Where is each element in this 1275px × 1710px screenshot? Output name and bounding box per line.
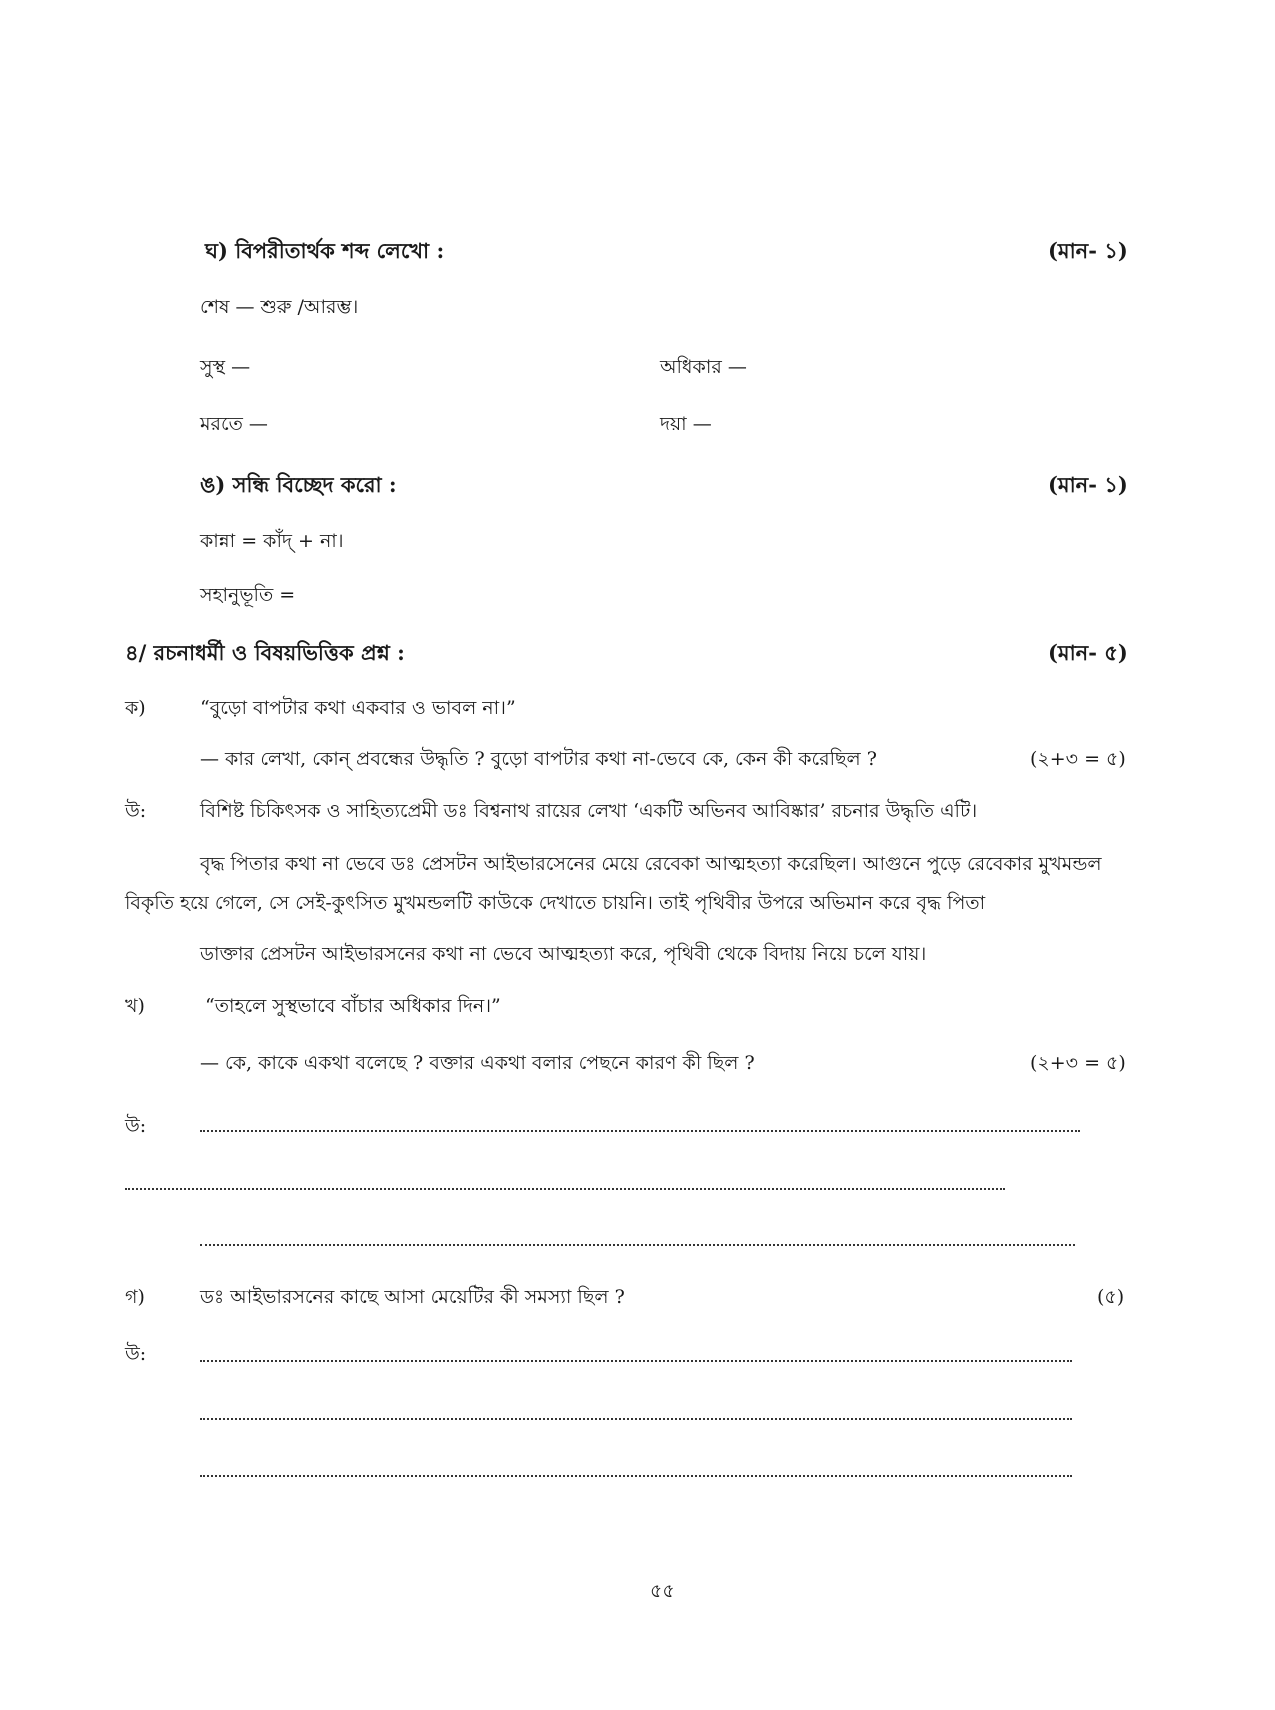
question-marks: (২+৩ = ৫) <box>1030 1052 1126 1074</box>
question-text: — কার লেখা, কোন্‌ প্রবন্ধের উদ্ধৃতি ? বুড়ো বাপটার কথা না-ভেবে কে, কেন কী করেছিল ? <box>200 748 877 770</box>
answer-label: উ: <box>125 1343 147 1365</box>
section-4-marks: (মান- ৫) <box>1048 640 1128 665</box>
antonym-example: শেষ — শুরু /আরম্ভ। <box>200 296 359 318</box>
answer-text: ডাক্তার প্রেসটন আইভারসনের কথা না ভেবে আত্মহত্যা করে, পৃথিবী থেকে বিদায় নিয়ে চলে যায়। <box>200 943 927 965</box>
section-gha-heading: ঘ) বিপরীতার্থক শব্দ লেখো : <box>205 238 445 263</box>
antonym-item: মরতে — <box>200 413 268 435</box>
question-label: খ) <box>125 995 145 1017</box>
question-quote: “বুড়ো বাপটার কথা একবার ও ভাবল না।” <box>200 697 516 719</box>
section-umo-marks: (মান- ১) <box>1048 472 1128 497</box>
answer-line[interactable] <box>200 1418 1072 1420</box>
question-text: — কে, কাকে একথা বলেছে ? বক্তার একথা বলার পেছনে কারণ কী ছিল ? <box>200 1052 755 1074</box>
section-4-heading: ৪/ রচনাধর্মী ও বিষয়ভিত্তিক প্রশ্ন : <box>125 640 405 665</box>
section-umo-heading: ঙ) সন্ধি বিচ্ছেদ করো : <box>200 472 397 497</box>
antonym-item: সুস্থ — <box>200 356 251 378</box>
page-number: ৫৫ <box>650 1580 675 1602</box>
answer-line[interactable] <box>125 1188 1005 1190</box>
question-label: গ) <box>125 1286 145 1308</box>
answer-line[interactable] <box>200 1244 1075 1246</box>
sandhi-example: কান্না = কাঁদ্‌ + না। <box>200 530 344 552</box>
question-marks: (৫) <box>1097 1286 1125 1308</box>
answer-label: উ: <box>125 1115 147 1137</box>
sandhi-item: সহানুভূতি = <box>200 584 296 606</box>
answer-line[interactable] <box>200 1475 1072 1477</box>
section-gha-marks: (মান- ১) <box>1048 238 1128 263</box>
question-label: ক) <box>125 697 146 719</box>
answer-line[interactable] <box>200 1130 1080 1132</box>
antonym-item: অধিকার — <box>660 356 747 378</box>
answer-line[interactable] <box>200 1360 1072 1362</box>
answer-text: বিকৃতি হয়ে গেলে, সে সেই-কুৎসিত মুখমন্ডলটি কাউকে দেখাতে চায়নি। তাই পৃথিবীর উপরে অভিমান করে বৃদ্ধ পিতা <box>125 892 986 914</box>
question-marks: (২+৩ = ৫) <box>1030 748 1126 770</box>
answer-text: বিশিষ্ট চিকিৎসক ও সাহিত্যপ্রেমী ডঃ বিশ্বনাথ রায়ের লেখা ‘একটি অভিনব আবিষ্কার’ রচনার উদ্ধৃতি এটি। <box>200 800 978 822</box>
answer-label: উ: <box>125 800 147 822</box>
question-quote: “তাহলে সুস্থভাবে বাঁচার অধিকার দিন।” <box>205 995 501 1017</box>
answer-text: বৃদ্ধ পিতার কথা না ভেবে ডঃ প্রেসটন আইভারসেনের মেয়ে রেবেকা আত্মহত্যা করেছিল। আগুনে পুড়ে রেবেকার মুখমন্ডল <box>200 853 1102 875</box>
question-text: ডঃ আইভারসনের কাছে আসা মেয়েটির কী সমস্যা ছিল ? <box>200 1286 625 1308</box>
antonym-item: দয়া — <box>660 413 712 435</box>
